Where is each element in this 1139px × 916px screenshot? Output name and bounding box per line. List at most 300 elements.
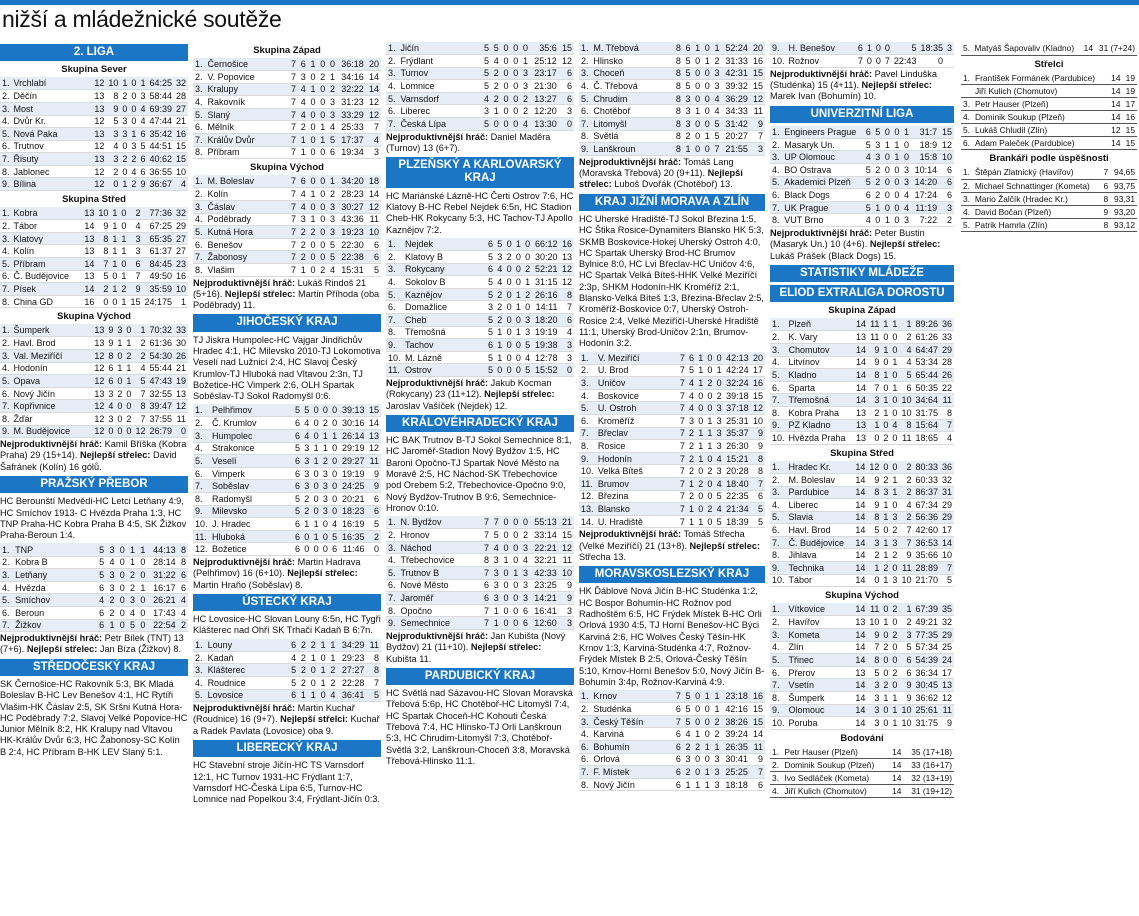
table-cell: 1 xyxy=(867,562,881,575)
table-cell: 6 xyxy=(486,238,495,251)
table-cell: 4. xyxy=(386,276,403,289)
table-cell: 55:13 xyxy=(530,516,559,529)
team-name: Příbram xyxy=(12,257,83,270)
prod-value: Pavel Linduška (Studénka) 15 (4+11). xyxy=(770,68,937,90)
table-cell: 8. xyxy=(770,691,787,704)
team-name: Masaryk Un. xyxy=(782,138,863,151)
table-cell: 4 xyxy=(901,189,911,202)
table-cell: 26:14 xyxy=(339,430,366,443)
table-cell: 2 xyxy=(899,616,913,629)
table-cell: 7 xyxy=(678,352,687,365)
table-cell: 4. xyxy=(386,80,398,93)
table-cell: 5 xyxy=(751,515,765,528)
table-row xyxy=(386,541,574,554)
team-name: Pelhřimov xyxy=(210,404,293,417)
table-cell: 30:27 xyxy=(337,200,366,213)
table-cell: 2 xyxy=(106,594,116,607)
table-row xyxy=(0,350,188,363)
team-name: VUT Brno xyxy=(782,214,863,227)
scorer-value: David Šafránek (Kolín) 16 gólů. xyxy=(0,450,177,472)
table-cell: 12:20 xyxy=(530,105,559,118)
table-cell: 3 xyxy=(883,487,889,498)
table-cell: 49:50 xyxy=(142,270,174,283)
table-cell: 8 xyxy=(96,232,110,245)
table-row xyxy=(193,263,381,276)
table-cell: 7 xyxy=(288,251,298,264)
table-cell: 2 xyxy=(495,313,504,326)
table-cell: 7 xyxy=(678,452,687,465)
table-cell: 6 xyxy=(293,530,302,543)
table-cell: 31:7 xyxy=(911,126,939,139)
table-cell: Mario Žalčík (Hradec Kr.) xyxy=(973,192,1101,205)
table-cell: 0 xyxy=(137,606,147,619)
table-cell: 0 xyxy=(705,389,714,402)
table-cell: 1 xyxy=(308,689,318,702)
table-row xyxy=(770,511,954,524)
team-name: Plzeň xyxy=(787,318,855,331)
team-name: Turnov xyxy=(398,67,481,80)
table-row xyxy=(961,72,1137,85)
table-cell: 0 xyxy=(510,541,520,554)
table-cell: 2 xyxy=(106,606,116,619)
table-cell: 17 xyxy=(1122,98,1137,111)
team-name: M. Lázně xyxy=(403,351,486,364)
table-cell: 0 xyxy=(311,543,320,556)
table-row xyxy=(961,111,1137,124)
table-cell: 0 xyxy=(892,176,902,189)
table-cell: 0 xyxy=(330,505,339,518)
table-cell: 0 xyxy=(692,703,702,716)
table-cell: 25 xyxy=(941,642,952,653)
team-name: Kaznějov xyxy=(403,288,486,301)
table-cell: 7 xyxy=(288,200,298,213)
table-cell: 6. xyxy=(386,301,403,314)
table-cell: 3. xyxy=(193,83,205,96)
table-row xyxy=(0,90,188,103)
table-cell: 6 xyxy=(683,42,693,55)
table-cell: 0 xyxy=(696,465,705,478)
table-cell: 0 xyxy=(892,201,902,214)
table-cell: 5. xyxy=(770,511,787,524)
table-cell: 0 xyxy=(892,461,898,472)
table-cell: 4 xyxy=(901,201,911,214)
table-cell: 5. xyxy=(961,218,973,231)
table-row xyxy=(193,530,381,543)
table-cell: 2. xyxy=(579,703,591,716)
table-cell: Matyáš Šapovaliv (Kladno) xyxy=(973,42,1082,55)
table-cell: 6. xyxy=(770,381,787,394)
table-cell: 1 xyxy=(321,430,330,443)
table-cell: 36 xyxy=(941,461,952,472)
team-name: Český Těšín xyxy=(591,715,673,728)
table-cell: 42:33 xyxy=(530,566,559,579)
table-cell: 3 xyxy=(523,326,532,339)
table-cell: 0 xyxy=(302,530,311,543)
table-cell: 0 xyxy=(311,480,320,493)
table-cell: 19:34 xyxy=(337,146,366,159)
table-cell: 1 xyxy=(696,440,705,453)
table-cell: 4 xyxy=(302,417,311,430)
team-name: Příbram xyxy=(205,146,288,159)
table-cell: 26:16 xyxy=(532,288,559,301)
table-cell: 6 xyxy=(293,543,302,556)
prod-label: Nejproduktivnější hráč: xyxy=(0,633,103,644)
table-cell: 5. xyxy=(770,654,787,667)
table-cell: 15:21 xyxy=(724,452,751,465)
table-cell: 1 xyxy=(520,55,530,68)
section-header-plzensky: PLZEŇSKÝ A KARLOVARSKÝ KRAJ xyxy=(386,157,574,187)
table-cell: 16 xyxy=(750,690,765,703)
table-cell: 6 xyxy=(559,67,574,80)
team-name: Přerov xyxy=(787,666,854,679)
table-cell: 12 xyxy=(1108,124,1123,137)
table-cell: 19 xyxy=(175,375,186,386)
table-cell: 1 xyxy=(712,740,722,753)
table-cell: 9 xyxy=(140,179,146,190)
table-row xyxy=(770,164,954,177)
table-cell: 1 xyxy=(882,138,892,151)
table-cell: 4. xyxy=(386,554,398,567)
table-cell: 6. xyxy=(579,414,596,427)
table-cell: 1 xyxy=(302,518,311,531)
table-cell: 1. xyxy=(579,352,596,365)
table-cell: 2 xyxy=(298,651,308,664)
team-name: Blansko xyxy=(596,503,678,516)
table-row xyxy=(0,569,188,582)
table-cell: 20 xyxy=(366,58,381,71)
table-row xyxy=(770,344,954,357)
table-cell: 12 xyxy=(94,426,105,437)
table-cell: 14 xyxy=(855,629,866,640)
table-row xyxy=(0,425,188,438)
table-cell: 13:30 xyxy=(530,118,559,131)
table-cell: 7 xyxy=(481,541,491,554)
table-cell: 3 xyxy=(108,388,114,399)
table-cell: 16 xyxy=(751,377,765,390)
table-cell: 32:21 xyxy=(530,554,559,567)
table-cell: Štěpán Zlatnický (Havířov) xyxy=(973,166,1101,179)
table-cell: 18:9 xyxy=(911,138,939,151)
table-cell: 6 xyxy=(288,689,298,702)
table-cell: 0 xyxy=(882,201,892,214)
table-cell: 4 xyxy=(491,541,501,554)
table-row xyxy=(579,728,765,741)
table-cell: 1. xyxy=(386,42,398,55)
table-cell: 1. xyxy=(2,78,10,89)
table-cell: 1 xyxy=(696,364,705,377)
table-cell: 3. xyxy=(770,344,787,357)
table-cell: 5 xyxy=(288,664,298,677)
table-cell: 2. xyxy=(770,759,782,772)
table-cell: 0 xyxy=(883,705,889,716)
table-cell: 0 xyxy=(126,325,132,336)
table-cell: 1 xyxy=(523,276,532,289)
standings-table xyxy=(0,77,188,191)
table-cell: 10 xyxy=(98,208,109,219)
table-row xyxy=(386,250,574,263)
team-name: Žabonosy xyxy=(205,251,288,264)
table-cell: 3 xyxy=(491,579,501,592)
table-cell: 1. xyxy=(961,72,973,85)
team-name: Krnov xyxy=(591,690,673,703)
table-cell: 0 xyxy=(520,516,530,529)
table-cell: 7 xyxy=(366,121,381,134)
table-cell: 2. xyxy=(2,338,10,349)
table-cell: 3. xyxy=(193,430,210,443)
table-cell: 0 xyxy=(116,543,126,556)
team-name: J. Hradec xyxy=(210,518,293,531)
table-cell: 2 xyxy=(883,642,889,653)
table-cell: 13 xyxy=(855,667,866,678)
table-cell: 11. xyxy=(579,477,596,490)
table-row xyxy=(386,42,574,55)
table-row xyxy=(0,594,188,607)
table-cell: 4 xyxy=(712,92,722,105)
table-cell: 0 xyxy=(692,67,702,80)
table-cell: 0 xyxy=(705,477,714,490)
table-cell: 7 xyxy=(288,175,298,188)
table-cell: 77:36 xyxy=(142,207,174,220)
table-cell: 0 xyxy=(883,382,889,393)
table-cell: 3 xyxy=(298,213,308,226)
team-name: Zlín xyxy=(787,641,854,654)
prod-label: Nejproduktivnější hráč: xyxy=(193,557,296,568)
table-cell: 5 xyxy=(683,55,693,68)
table-row xyxy=(193,639,381,652)
table-cell: 6. xyxy=(579,105,591,118)
table-row xyxy=(0,232,188,245)
table-cell: 2 xyxy=(317,71,327,84)
scorer-label: Nejlepší střelec: xyxy=(26,644,98,655)
table-cell: 15 xyxy=(750,703,765,716)
table-cell: 11 xyxy=(870,332,880,343)
table-cell: 1 xyxy=(298,134,308,147)
results-text: HC Světlá nad Sázavou-HC Slovan Moravská Třebová 5:6p, HC Chotěboř-HC Litomyšl 7:4, HC Spartak Choceň-HC Kohouti Česká Třebová 7:4, HC Hlinsko-TJ Orli Lanškroun 5:3, HC Chrudim-Litomyšl 7:3, Chotěboř-Světlá 3:2, Lanškroun-Choceň 3:8, Moravská Třebová-Hlinsko 11:1. xyxy=(386,688,573,766)
table-cell: 1 xyxy=(702,130,712,143)
table-cell: 57:34 xyxy=(915,642,938,653)
team-name: Most xyxy=(12,102,93,115)
table-cell: 3 xyxy=(122,116,128,127)
table-cell: 34:33 xyxy=(721,105,749,118)
table-cell: 42:31 xyxy=(721,67,749,80)
table-cell: 0 xyxy=(308,175,318,188)
table-cell: 31:33 xyxy=(721,55,749,68)
prod-value: Peter Bustin (Masaryk Un.) 10 (4+6). xyxy=(770,228,925,250)
table-cell: 36:53 xyxy=(915,537,938,548)
table-cell: 14 xyxy=(855,642,866,653)
table-cell: 36:62 xyxy=(915,692,938,703)
table-cell: 1 xyxy=(883,319,889,330)
table-cell: 18 xyxy=(366,175,381,188)
leaders-note xyxy=(386,631,574,665)
table-cell: 20:21 xyxy=(339,493,366,506)
table-cell: 6 xyxy=(96,606,106,619)
leaders-note xyxy=(770,69,954,103)
table-cell: 1. xyxy=(2,325,10,336)
table-cell: 1 xyxy=(327,175,337,188)
table-cell: 5 xyxy=(683,715,693,728)
table-cell: 5. xyxy=(193,226,205,239)
table-row xyxy=(579,80,765,93)
table-cell: 0 xyxy=(501,67,511,80)
team-name: Opava xyxy=(12,375,93,388)
table-cell: 22:21 xyxy=(530,541,559,554)
table-cell: 1 xyxy=(112,208,118,219)
table-cell: 0 xyxy=(501,42,511,55)
table-cell: 14 xyxy=(1108,137,1123,150)
team-name: Nová Paka xyxy=(12,128,93,141)
table-cell: 2 xyxy=(298,121,308,134)
table-cell: 3. xyxy=(2,103,10,114)
table-cell: 3. xyxy=(386,263,403,276)
table-cell: 37:55 xyxy=(149,413,172,424)
table-cell: 0 xyxy=(692,130,702,143)
table-cell: 0 xyxy=(514,364,523,377)
table-cell: 38:26 xyxy=(721,715,749,728)
standings-table xyxy=(770,126,954,227)
team-name: Č. Budějovice xyxy=(12,270,83,283)
table-cell: 0 xyxy=(702,728,712,741)
table-cell: 0 xyxy=(311,417,320,430)
table-cell: 1 xyxy=(112,258,118,269)
table-cell: 18:20 xyxy=(532,313,559,326)
table-cell: 1 xyxy=(298,689,308,702)
table-cell: 4 xyxy=(178,594,188,607)
table-cell: 2 xyxy=(504,250,513,263)
table-cell: 3 xyxy=(321,505,330,518)
table-cell: 0 xyxy=(696,389,705,402)
table-row xyxy=(0,581,188,594)
table-cell: 6 xyxy=(293,430,302,443)
table-cell: 1 xyxy=(687,477,696,490)
table-cell: 5 xyxy=(486,326,495,339)
table-cell: 77:35 xyxy=(915,629,938,640)
table-cell: 1 xyxy=(882,214,892,227)
table-cell: 5 xyxy=(491,42,501,55)
table-cell: 6 xyxy=(140,154,146,165)
table-cell: 0 xyxy=(510,42,520,55)
table-cell: 2 xyxy=(121,283,127,294)
table-cell: František Formánek (Pardubice) xyxy=(973,72,1108,85)
table-cell: 16:41 xyxy=(530,604,559,617)
table-cell: 9. xyxy=(770,42,787,55)
table-cell: 5 xyxy=(293,505,302,518)
table-row xyxy=(770,691,954,704)
table-cell: 6 xyxy=(673,753,683,766)
table-cell: 5 xyxy=(899,369,913,382)
table-cell: 3 xyxy=(302,442,311,455)
table-cell: 7 xyxy=(678,490,687,503)
group-title: Skupina Střed xyxy=(62,194,126,206)
table-cell: 2. xyxy=(579,364,596,377)
table-cell: 0 xyxy=(702,92,712,105)
prod-label: Nejproduktivnější hráč: xyxy=(770,228,873,239)
table-cell: 2 xyxy=(705,377,714,390)
table-cell: 16:35 xyxy=(339,530,366,543)
table-cell: 2 xyxy=(328,677,338,690)
table-row xyxy=(193,430,381,443)
table-cell: 14 xyxy=(888,746,903,759)
table-cell: 2 xyxy=(302,505,311,518)
table-row xyxy=(0,556,188,569)
prod-label: Nejproduktivnější hráč: xyxy=(770,68,873,79)
table-cell: 5 xyxy=(133,375,147,388)
table-row xyxy=(0,245,188,258)
table-cell: 3 xyxy=(302,455,311,468)
table-cell: 7 xyxy=(940,419,954,432)
table-cell: 14:21 xyxy=(530,592,559,605)
table-cell: 1 xyxy=(328,651,338,664)
table-cell: 3 xyxy=(559,351,574,364)
table-cell: Jiří Kulich (Chomutov) xyxy=(973,85,1108,98)
table-cell: 2 xyxy=(308,639,318,652)
table-cell: 6. xyxy=(193,238,205,251)
table-cell: 6 xyxy=(366,493,381,506)
table-cell: 6 xyxy=(178,581,188,594)
table-cell: 2 xyxy=(899,486,913,499)
table-cell: 3 xyxy=(559,604,574,617)
column-3 xyxy=(386,42,574,916)
table-cell: 2. xyxy=(193,417,210,430)
table-cell: 2 xyxy=(683,766,693,779)
table-cell: 5. xyxy=(193,689,206,702)
table-cell: 0 xyxy=(702,105,712,118)
table-cell: 11. xyxy=(193,530,210,543)
table-cell: 3 xyxy=(901,176,911,189)
table-cell: 11 xyxy=(366,213,381,226)
team-name: Králův Dvůr xyxy=(205,134,288,147)
table-row xyxy=(0,543,188,556)
table-cell: 18:35 xyxy=(920,43,943,54)
table-cell: 8. xyxy=(579,778,591,791)
table-cell: 6. xyxy=(193,467,210,480)
table-cell: 0 xyxy=(892,562,898,573)
table-cell: 5. xyxy=(579,92,591,105)
table-cell: 32:22 xyxy=(337,83,366,96)
table-cell: 5 xyxy=(863,138,873,151)
table-cell: 29 xyxy=(941,512,952,523)
table-cell: 33 (16+17) xyxy=(903,759,954,772)
table-cell: 12 xyxy=(939,138,954,151)
table-cell: 23 xyxy=(175,258,186,269)
standings-table xyxy=(770,318,954,444)
table-cell: 1 xyxy=(883,692,889,703)
table-cell: 1 xyxy=(892,357,898,368)
table-row xyxy=(770,369,954,382)
table-cell: 14 xyxy=(855,654,866,665)
table-cell: 1. xyxy=(770,746,782,759)
team-name: Louny xyxy=(206,639,289,652)
table-cell: 14 xyxy=(855,461,866,472)
table-cell: 27:27 xyxy=(337,664,366,677)
table-cell: 9 xyxy=(868,344,881,357)
team-name: PZ Kladno xyxy=(787,419,855,432)
table-cell: 4 xyxy=(899,499,913,512)
table-cell: 29:27 xyxy=(339,455,366,468)
table-cell: 2 xyxy=(520,105,530,118)
table-cell: 2 xyxy=(883,474,889,485)
table-cell: 12 xyxy=(869,461,880,472)
table-cell: 3 xyxy=(873,151,883,164)
table-cell: 44:51 xyxy=(149,141,172,152)
table-cell: 11 xyxy=(867,603,881,616)
table-cell: 0 xyxy=(106,178,120,191)
table-cell: 2 xyxy=(892,525,898,536)
table-cell: 9. xyxy=(386,339,403,352)
table-cell: 7 xyxy=(750,766,765,779)
prod-label: Nejproduktivnější hráč: xyxy=(193,277,296,288)
table-cell: 6 xyxy=(520,604,530,617)
